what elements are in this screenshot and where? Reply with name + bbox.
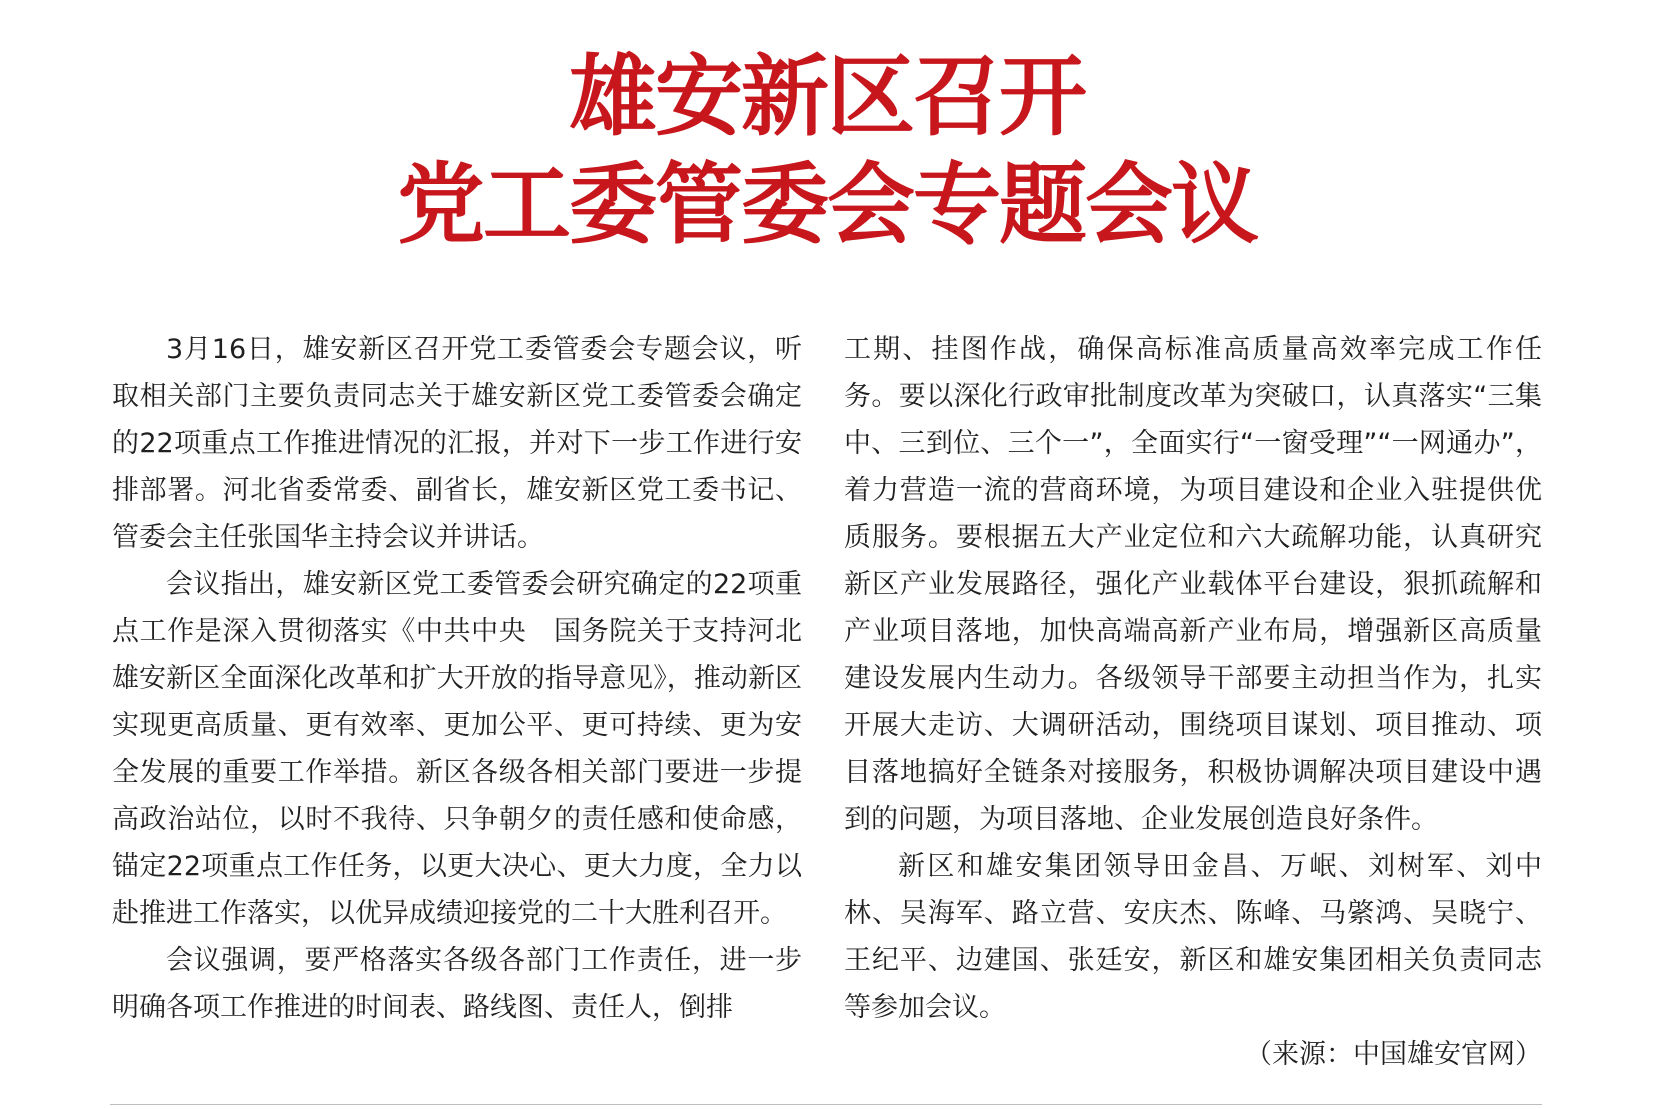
paragraph-2: 会议指出，雄安新区党工委管委会研究确定的22项重点工作是深入贯彻落实《中共中央 国务院关于支持河北雄安新区全面深化改革和扩大开放的指导意见》，推动新区实现更高质量、更有效率、更加公平、更可持续、更为安全发展的重要工作举措。新区各级各相关部门要进一步提高政治站位，以时不我待、只争朝夕的责任感和使命感，锚定22项重点工作任务，以更大决心、更大力度，全力以赴推进工作落实，以优异成绩迎接党的二十大胜利召开。 bbox=[112, 569, 802, 929]
paragraph-3-continued: 工期、挂图作战，确保高标准高质量高效率完成工作任务。要以深化行政审批制度改革为突破口，认真落实“三集中、三到位、三个一”，全面实行“一窗受理”“一网通办”，着力营造一流的营商环境，为项目建设和企业入驻提供优质服务。要根据五大产业定位和六大疏解功能，认真研究新区产业发展路径，强化产业载体平台建设，狠抓疏解和产业项目落地，加快高端高新产业布局，增强新区高质量建设发展内生动力。各级领导干部要主动担当作为，扎实开展大走访、大调研活动，围绕项目谋划、项目推动、项目落地搞好全链条对接服务，积极协调解决项目建设中遇到的问题，为项目落地、企业发展创造良好条件。 bbox=[844, 334, 1542, 835]
headline-line-2: 党工委管委会专题会议 bbox=[396, 152, 1257, 256]
source-credit: （来源：中国雄安官网） bbox=[1245, 1039, 1542, 1070]
headline-line-1: 雄安新区召开 bbox=[568, 44, 1085, 148]
paragraph-3-start: 会议强调，要严格落实各级各部门工作责任，进一步明确各项工作推进的时间表、路线图、责任人，倒排 bbox=[112, 945, 802, 1023]
bottom-divider bbox=[110, 1104, 1542, 1105]
article-column-left bbox=[112, 326, 802, 1031]
article-column-right bbox=[844, 326, 1542, 1078]
paragraph-4 bbox=[844, 843, 1542, 1078]
attendees-text: 新区和雄安集团领导田金昌、万岷、刘树军、刘中林、吴海军、路立营、安庆杰、陈峰、马綮鸿、吴晓宁、王纪平、边建国、张廷安，新区和雄安集团相关负责同志等参加会议。 bbox=[844, 851, 1542, 1023]
article-headline bbox=[0, 42, 1654, 258]
paragraph-1: 3月16日，雄安新区召开党工委管委会专题会议，听取相关部门主要负责同志关于雄安新区党工委管委会确定的22项重点工作推进情况的汇报，并对下一步工作进行安排部署。河北省委常委、副省长，雄安新区党工委书记、管委会主任张国华主持会议并讲话。 bbox=[112, 334, 802, 553]
